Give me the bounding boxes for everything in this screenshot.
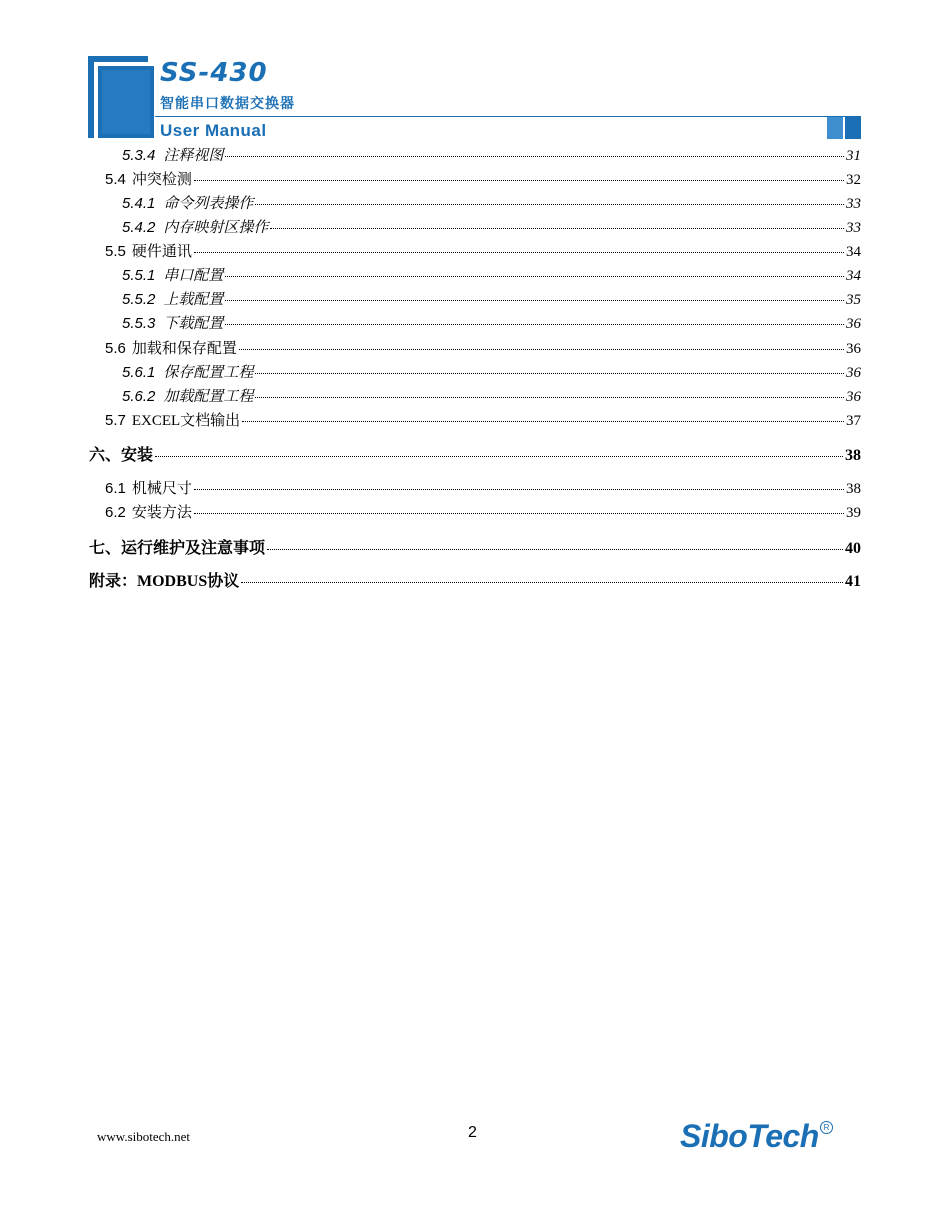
toc-entry-page: 37 <box>846 413 861 429</box>
toc-entry[interactable] <box>89 535 861 558</box>
toc-entry-title <box>122 144 223 165</box>
toc-entry-number: 5.5.2 <box>122 291 156 308</box>
toc-entry-title <box>122 264 223 285</box>
toc-entry-page: 36 <box>846 389 861 405</box>
header-square-dark <box>845 117 861 139</box>
toc-entry-text: 附录：MODBUS协议 <box>89 573 240 590</box>
toc-entry-page: 34 <box>846 244 861 260</box>
toc-leader-dots <box>225 324 844 325</box>
toc-entry[interactable] <box>105 337 861 358</box>
toc-entry-page: 36 <box>846 316 861 332</box>
toc-entry-text: 六、安装 <box>89 447 154 464</box>
toc-leader-dots <box>267 549 843 550</box>
toc-entry-text: 加载和保存配置 <box>131 341 237 357</box>
toc-leader-dots <box>239 349 844 350</box>
toc-leader-dots <box>194 252 844 253</box>
product-logo-graphic <box>88 56 154 138</box>
toc-entry[interactable] <box>122 361 861 382</box>
toc-entry-text: 命令列表操作 <box>163 196 254 212</box>
toc-entry-page: 34 <box>846 268 861 284</box>
toc-leader-dots <box>155 456 843 457</box>
toc-leader-dots <box>225 276 844 277</box>
toc-entry[interactable] <box>105 240 861 261</box>
toc-entry[interactable] <box>105 501 861 522</box>
toc-entry-page: 36 <box>846 365 861 381</box>
toc-leader-dots <box>255 397 844 398</box>
toc-entry-page: 38 <box>845 447 861 464</box>
toc-entry-title <box>89 535 265 558</box>
toc-leader-dots <box>194 489 844 490</box>
toc-entry-number: 5.4.1 <box>122 195 156 212</box>
toc-entry-title <box>122 361 253 382</box>
toc-leader-dots <box>241 582 843 583</box>
user-manual-label: User Manual <box>160 121 267 140</box>
toc-entry-page: 40 <box>845 540 861 557</box>
toc-entry-title <box>105 168 192 189</box>
toc-entry-text: 上载配置 <box>163 292 224 308</box>
toc-entry[interactable] <box>105 477 861 498</box>
toc-entry-title <box>89 568 239 591</box>
footer-url: www.sibotech.net <box>97 1129 191 1144</box>
toc-entry-page: 33 <box>846 196 861 212</box>
toc-entry-title <box>89 442 153 465</box>
toc-entry-number: 5.7 <box>105 412 126 429</box>
toc-entry-number: 6.2 <box>105 504 126 521</box>
header-square-light <box>827 117 843 139</box>
toc-entry-text: 机械尺寸 <box>131 481 192 497</box>
product-subtitle: 智能串口数据交换器 <box>160 96 295 112</box>
toc-entry-page: 38 <box>846 481 861 497</box>
toc-entry-text: 串口配置 <box>163 268 224 284</box>
toc-entry-page: 35 <box>846 292 861 308</box>
toc-entry-number: 5.4 <box>105 171 126 188</box>
toc-entry-number: 5.6.1 <box>122 364 156 381</box>
toc-entry-title <box>122 385 253 406</box>
toc-entry-text: 硬件通讯 <box>131 244 192 260</box>
toc-entry[interactable] <box>122 144 861 165</box>
toc-entry-number: 5.5.3 <box>122 315 156 332</box>
toc-entry-title <box>122 288 223 309</box>
toc-entry-text: 加载配置工程 <box>163 389 254 405</box>
toc-leader-dots <box>194 180 844 181</box>
toc-entry-text: 注释视图 <box>163 148 224 164</box>
toc-entry[interactable] <box>122 385 861 406</box>
toc-entry-number: 5.5.1 <box>122 267 156 284</box>
sibotech-logo: SiboTech <box>680 1118 819 1154</box>
toc-entry-page: 33 <box>846 220 861 236</box>
toc-leader-dots <box>225 156 844 157</box>
toc-entry-page: 41 <box>845 573 861 590</box>
toc-entry-title <box>105 477 192 498</box>
toc-entry[interactable] <box>89 568 861 591</box>
toc-entry[interactable] <box>105 168 861 189</box>
toc-entry-title <box>105 240 192 261</box>
toc-leader-dots <box>225 300 844 301</box>
toc-entry-number: 5.3.4 <box>122 147 156 164</box>
toc-entry-text: 七、运行维护及注意事项 <box>89 540 266 557</box>
toc-entry-title <box>122 312 223 333</box>
toc-entry[interactable] <box>122 288 861 309</box>
toc-entry-title <box>105 409 240 430</box>
product-title: SS-430 <box>160 58 268 88</box>
toc-entry-text: 冲突检测 <box>131 172 192 188</box>
toc-leader-dots <box>242 421 844 422</box>
toc-entry-title <box>105 501 192 522</box>
toc-entry[interactable] <box>89 442 861 465</box>
toc-leader-dots <box>255 373 844 374</box>
registered-mark: R <box>820 1121 833 1134</box>
toc-entry-title <box>122 216 268 237</box>
toc-entry-number: 5.4.2 <box>122 219 156 236</box>
toc-entry-page: 36 <box>846 341 861 357</box>
toc-entry-title <box>105 337 237 358</box>
toc-leader-dots <box>194 513 844 514</box>
toc-entry[interactable] <box>105 409 861 430</box>
toc-entry-text: 安装方法 <box>131 505 192 521</box>
toc-entry-title <box>122 192 253 213</box>
toc-entry-text: 下载配置 <box>163 316 224 332</box>
page-number: 2 <box>468 1124 477 1141</box>
toc-entry[interactable] <box>122 312 861 333</box>
toc-entry-page: 39 <box>846 505 861 521</box>
toc-entry-text: EXCEL文档输出 <box>131 413 241 429</box>
toc-entry[interactable] <box>122 192 861 213</box>
toc-entry-page: 31 <box>846 148 861 164</box>
toc-entry-number: 5.6.2 <box>122 388 156 405</box>
toc-entry-text: 内存映射区操作 <box>163 220 269 236</box>
toc-entry-number: 5.6 <box>105 340 126 357</box>
toc-leader-dots <box>270 228 844 229</box>
header-rule <box>155 116 861 117</box>
toc-entry-number: 6.1 <box>105 480 126 497</box>
toc-entry-page: 32 <box>846 172 861 188</box>
toc-entry[interactable] <box>122 264 861 285</box>
toc-entry-number: 5.5 <box>105 243 126 260</box>
toc-entry-text: 保存配置工程 <box>163 365 254 381</box>
toc-leader-dots <box>255 204 844 205</box>
toc-entry[interactable] <box>122 216 861 237</box>
